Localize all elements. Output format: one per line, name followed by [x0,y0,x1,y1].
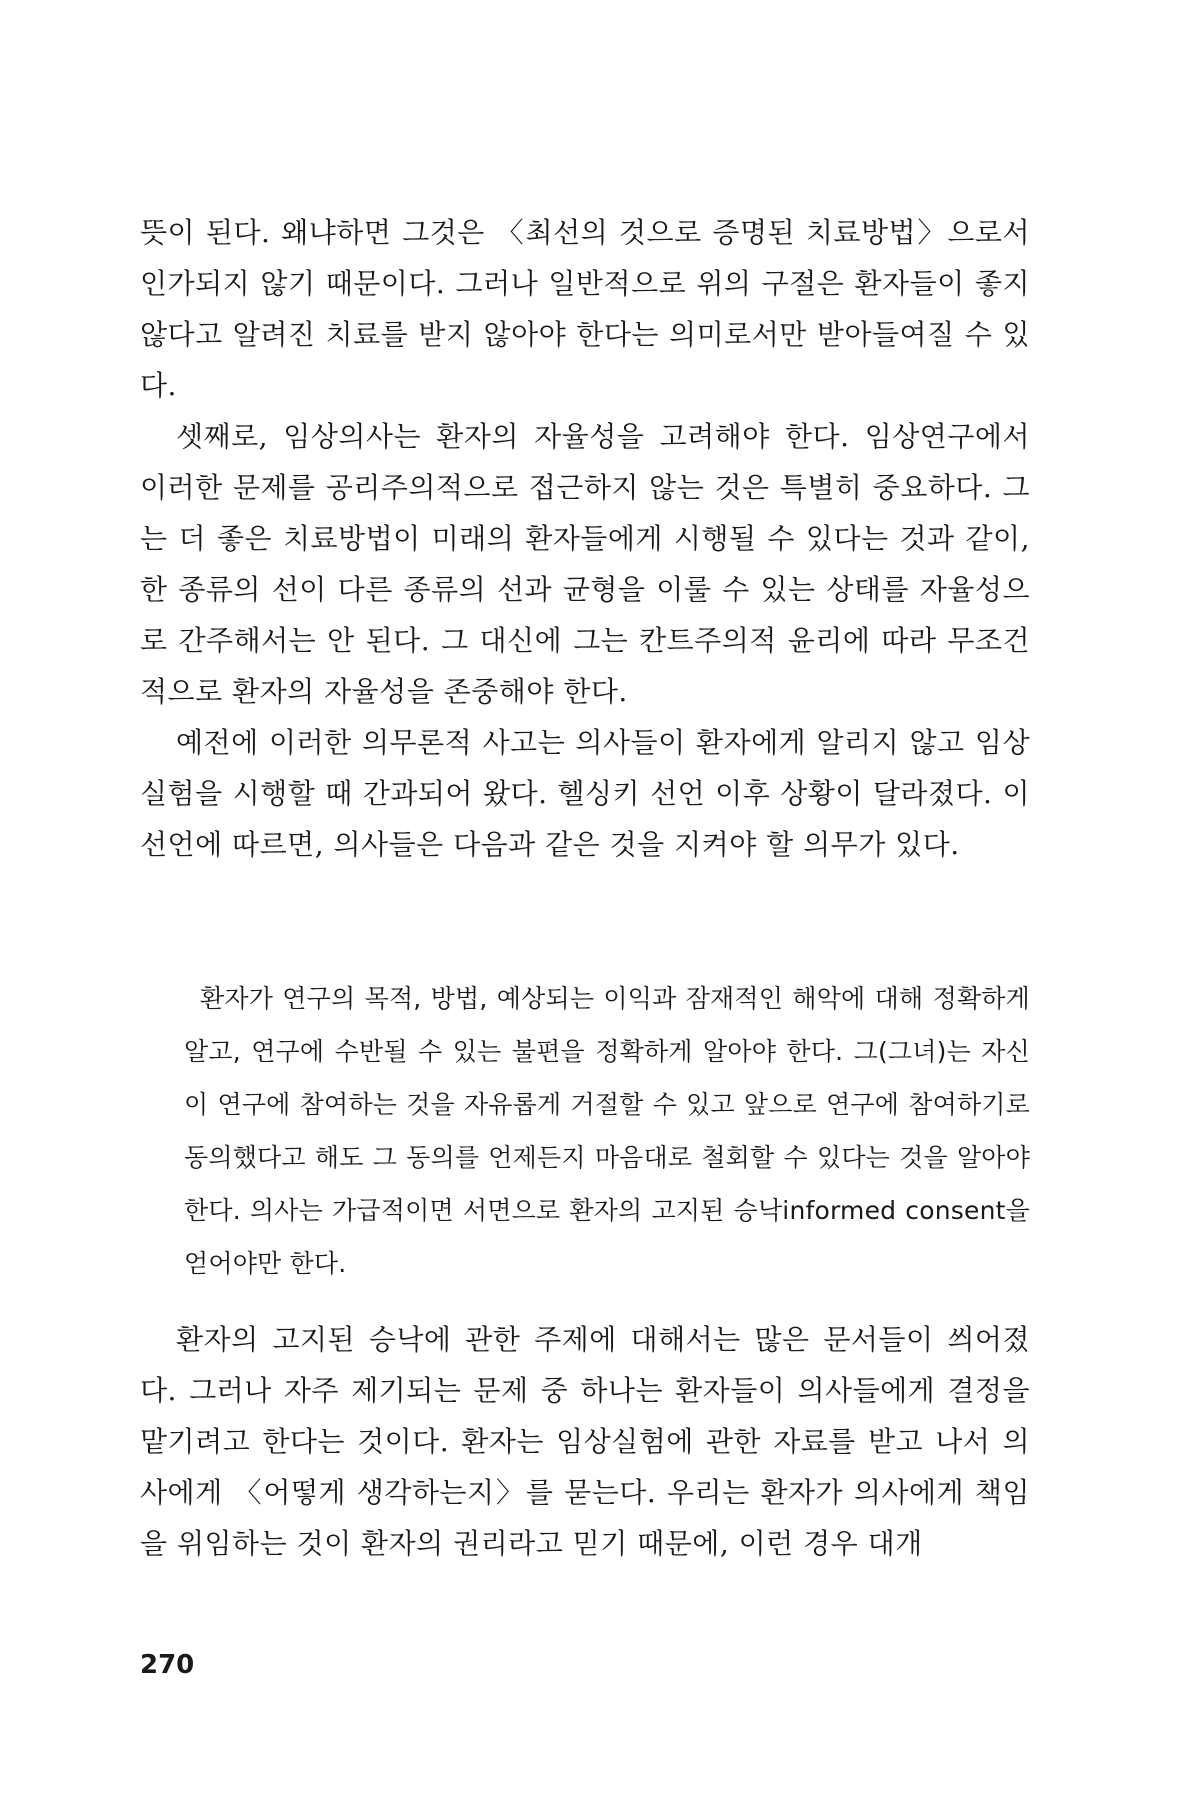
body-text-bottom [140,1314,1030,1569]
paragraph-continuation: 뜻이 된다. 왜냐하면 그것은 〈최선의 것으로 증명된 치료방법〉으로서 인가되지 않기 때문이다. 그러나 일반적으로 위의 구절은 환자들이 좋지 않다고 알려진 치료를 받지 않아야 한다는 의미로서만 받아들여질 수 있다. [140,216,1030,402]
paragraph-helsinki: 예전에 이러한 의무론적 사고는 의사들이 환자에게 알리지 않고 임상 실험을 시행할 때 간과되어 왔다. 헬싱키 선언 이후 상황이 달라졌다. 이 선언에 따르면, 의사들은 다음과 같은 것을 지켜야 할 의무가 있다. [140,726,1030,861]
paragraph-informed-consent: 환자의 고지된 승낙에 관한 주제에 대해서는 많은 문서들이 씌어졌다. 그러나 자주 제기되는 문제 중 하나는 환자들이 의사들에게 결정을 맡기려고 한다는 것이다. 환자는 임상실험에 관한 자료를 받고 나서 의사에게 〈어떻게 생각하는지〉를 묻는다. 우리는 환자가 의사에게 책임을 위임하는 것이 환자의 권리라고 믿기 때문에, 이런 경우 대개 [140,1323,1030,1560]
paragraph-autonomy: 셋째로, 임상의사는 환자의 자율성을 고려해야 한다. 임상연구에서 이러한 문제를 공리주의적으로 접근하지 않는 것은 특별히 중요하다. 그는 더 좋은 치료방법이 미래의 환자들에게 시행될 수 있다는 것과 같이, 한 종류의 선이 다른 종류의 선과 균형을 이룰 수 있는 상태를 자율성으로 간주해서는 안 된다. 그 대신에 그는 칸트주의적 윤리에 따라 무조건적으로 환자의 자율성을 존중해야 한다. [140,420,1030,708]
block-quote [184,972,1030,1290]
page-number: 270 [140,1650,195,1680]
body-text-top [140,207,1030,870]
quote-text: 환자가 연구의 목적, 방법, 예상되는 이익과 잠재적인 해악에 대해 정확하게 알고, 연구에 수반될 수 있는 불편을 정확하게 알아야 한다. 그(그녀)는 자신이 연구에 참여하는 것을 자유롭게 거절할 수 있고 앞으로 연구에 참여하기로 동의했다고 해도 그 동의를 언제든지 마음대로 철회할 수 있다는 것을 알아야 한다. 의사는 가급적이면 서면으로 환자의 고지된 승낙informed consent을 얻어야만 한다. [184,984,1030,1278]
